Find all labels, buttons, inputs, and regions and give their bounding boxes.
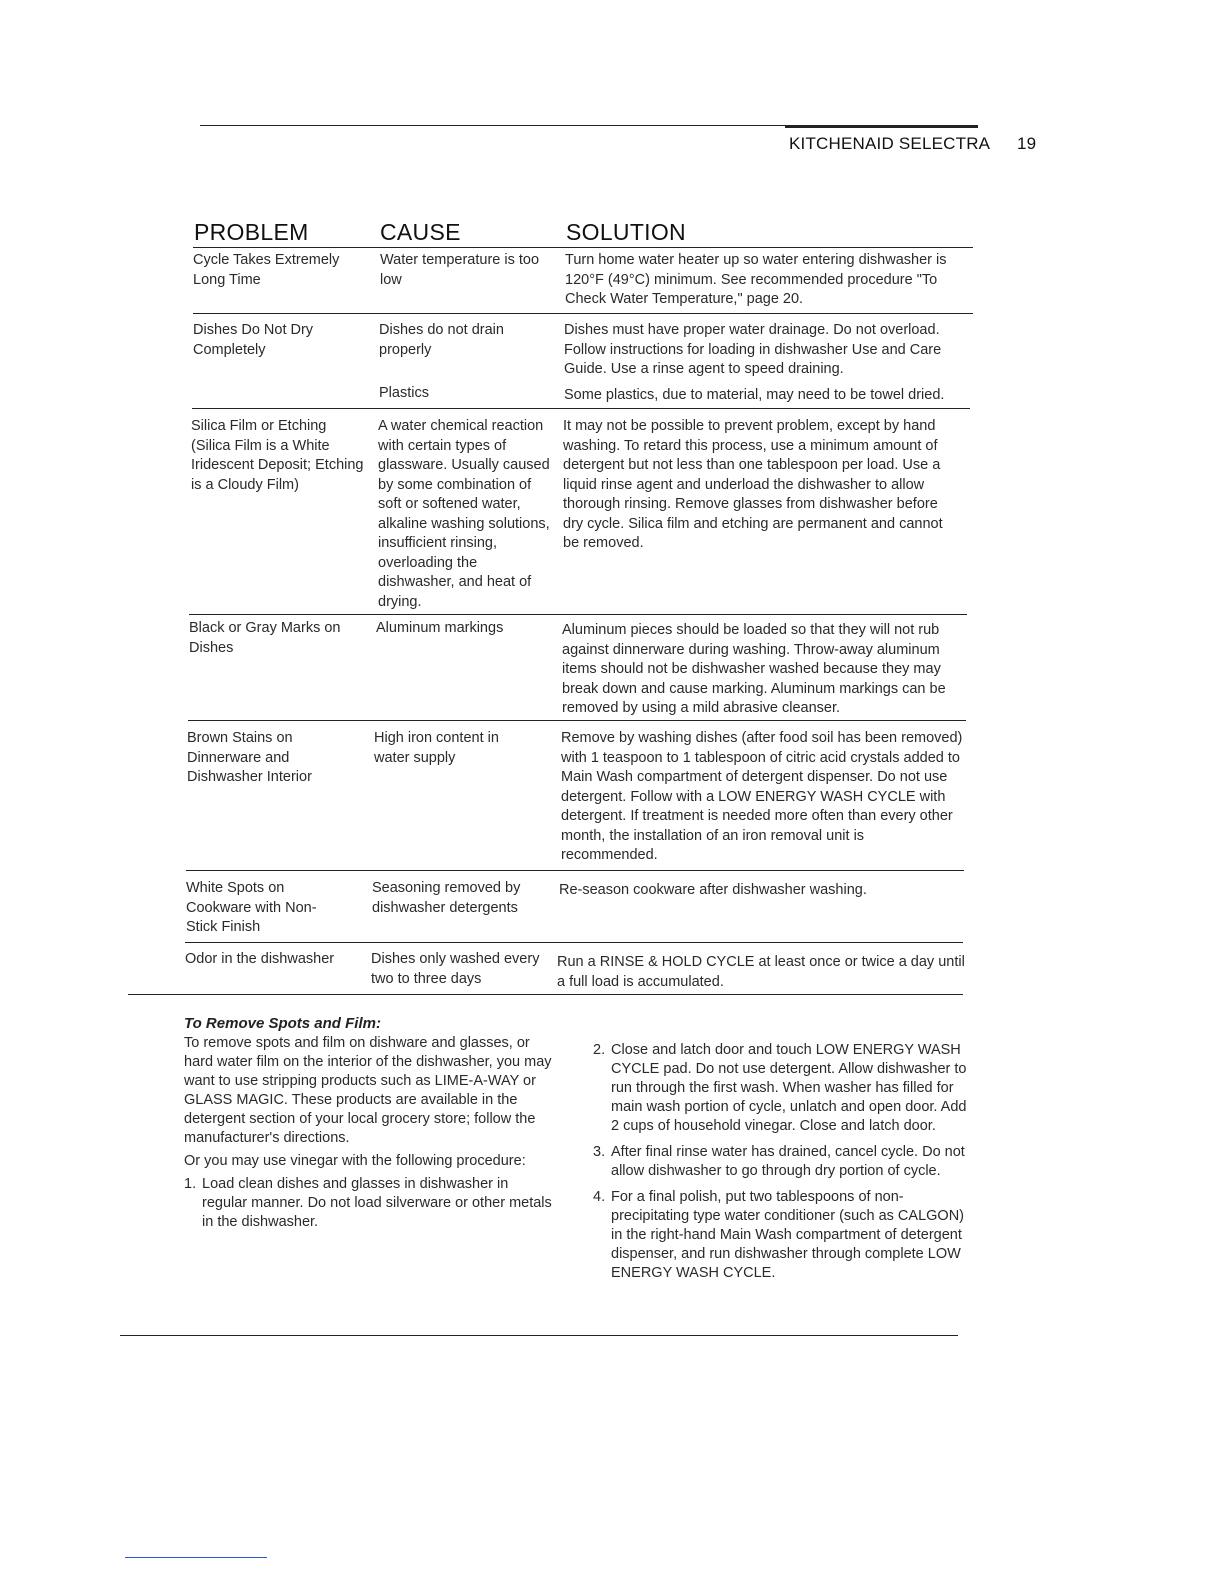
page-number: 19: [1017, 134, 1037, 153]
problem-cell: Dishes Do Not Dry Completely: [193, 322, 314, 358]
solution-cell: Run a RINSE & HOLD CYCLE at least once or twice a day until a full load is accumulated.: [557, 954, 965, 990]
column-heading-solution: SOLUTION: [566, 219, 686, 245]
solution-cell: It may not be possible to prevent problem, except by hand washing. To retard this process, use a minimum amount of detergent but not less than one tablespoon per load. Use a liquid rinse agent and underload the dishwasher to allow thorough rinsing. Remove glasses from dishwasher before dry cycle. Silica film and etching are permanent and cannot be removed.: [563, 418, 943, 551]
list-item: [593, 1188, 968, 1283]
vinegar-intro: Or you may use vinegar with the following procedure:: [184, 1153, 526, 1169]
problem-cell: Silica Film or Etching (Silica Film is a White Iridescent Deposit; Etching is a Cloudy Film): [191, 418, 364, 493]
solution-cell: Turn home water heater up so water entering dishwasher is 120°F (49°C) minimum. See recommended procedure "To Check Water Temperature," page 20.: [565, 252, 947, 307]
step-text: Load clean dishes and glasses in dishwasher in regular manner. Do not load silverware or other metals in the dishwasher.: [202, 1176, 552, 1230]
spots-intro: To remove spots and film on dishware and glasses, or hard water film on the interior of the dishwasher, you may want to use stripping products such as LIME-A-WAY or GLASS MAGIC. These products are available in the detergent section of your local grocery store; follow the manufacturer's directions.: [184, 1035, 552, 1146]
step-number: 1.: [184, 1176, 197, 1192]
list-item: [184, 1175, 556, 1232]
footer-link-underline: [125, 1557, 267, 1558]
column-heading-problem: PROBLEM: [194, 219, 309, 245]
table-row: [193, 251, 973, 311]
steps-list-right: [593, 1041, 968, 1283]
table-header-rule: [193, 247, 973, 248]
list-item: [593, 1041, 968, 1136]
table-bottom-rule: [128, 994, 963, 995]
table-row: [189, 619, 969, 719]
row-divider: [186, 870, 964, 871]
column-heading-cause: CAUSE: [380, 219, 461, 245]
row-divider: [188, 720, 966, 721]
cause-cell: Aluminum markings: [376, 620, 504, 636]
cause-cell: Plastics: [379, 385, 429, 401]
step-text: For a final polish, put two tablespoons of non-precipitating type water conditioner (such as CALGON) in the right-hand Main Wash compartment of detergent dispenser, and run dishwasher through complete LOW ENERGY WASH CYCLE.: [611, 1189, 964, 1281]
table-row: [186, 879, 966, 937]
step-text: Close and latch door and touch LOW ENERGY WASH CYCLE pad. Do not use detergent. Allow dishwasher to run through the first wash. When washer has filled for main wash portion of cycle, unlatch and open door. Add 2 cups of household vinegar. Close and latch door.: [611, 1042, 967, 1134]
spots-right-column: [593, 1041, 968, 1289]
header-rule-accent: [785, 125, 978, 128]
step-number: 3.: [593, 1144, 606, 1160]
step-text: After final rinse water has drained, cancel cycle. Do not allow dishwasher to go through dry portion of cycle.: [611, 1144, 965, 1179]
table-row: [185, 950, 965, 992]
solution-cell: Some plastics, due to material, may need to be towel dried.: [564, 387, 945, 403]
solution-cell: Aluminum pieces should be loaded so that they will not rub against dinnerware during washing. Throw-away aluminum items should not be dishwasher washed because they may break down and cause marking. Aluminum markings can be removed by using a mild abrasive cleanser.: [562, 622, 946, 716]
table-row: [187, 729, 967, 867]
row-divider: [192, 408, 970, 409]
cause-cell: A water chemical reaction with certain types of glassware. Usually caused by some combination of soft or softened water, alkaline washing solutions, insufficient rinsing, overloading the dishwasher, and heat of drying.: [378, 418, 550, 610]
solution-cell: Dishes must have proper water drainage. Do not overload. Follow instructions for loading in dishwasher Use and Care Guide. Use a rinse agent to speed draining.: [564, 322, 942, 377]
row-divider: [193, 313, 973, 314]
bottom-rule: [120, 1335, 958, 1336]
step-number: 4.: [593, 1189, 606, 1205]
solution-cell: Remove by washing dishes (after food soil has been removed) with 1 teaspoon to 1 tablespoon of citric acid crystals added to Main Wash compartment of detergent dispenser. Do not use detergent. Follow with a LOW ENERGY WASH CYCLE with detergent. If treatment is needed more often than every other month, the installation of an iron removal unit is recommended.: [561, 730, 963, 863]
problem-cell: White Spots on Cookware with Non-Stick Finish: [186, 880, 317, 935]
row-divider: [185, 942, 963, 943]
cause-cell: Dishes only washed every two to three days: [371, 951, 540, 987]
table-row: [193, 321, 973, 407]
cause-cell: Dishes do not drain properly: [379, 322, 504, 358]
table-row: [191, 417, 971, 612]
solution-cell: Re-season cookware after dishwasher washing.: [559, 882, 867, 898]
spots-left-column: [184, 1015, 556, 1238]
problem-cell: Black or Gray Marks on Dishes: [189, 620, 341, 656]
cause-cell: High iron content in water supply: [374, 730, 499, 766]
spots-section-title: To Remove Spots and Film:: [184, 1015, 381, 1032]
cause-cell: Seasoning removed by dishwasher detergents: [372, 880, 521, 916]
problem-cell: Cycle Takes Extremely Long Time: [193, 252, 340, 288]
cause-cell: Water temperature is too low: [380, 252, 540, 288]
row-divider: [189, 614, 967, 615]
problem-cell: Odor in the dishwasher: [185, 951, 335, 967]
step-number: 2.: [593, 1042, 606, 1058]
problem-cell: Brown Stains on Dinnerware and Dishwasher Interior: [187, 730, 312, 785]
header-title: KITCHENAID SELECTRA: [789, 134, 991, 153]
list-item: [593, 1143, 968, 1181]
steps-list-left: [184, 1175, 556, 1232]
